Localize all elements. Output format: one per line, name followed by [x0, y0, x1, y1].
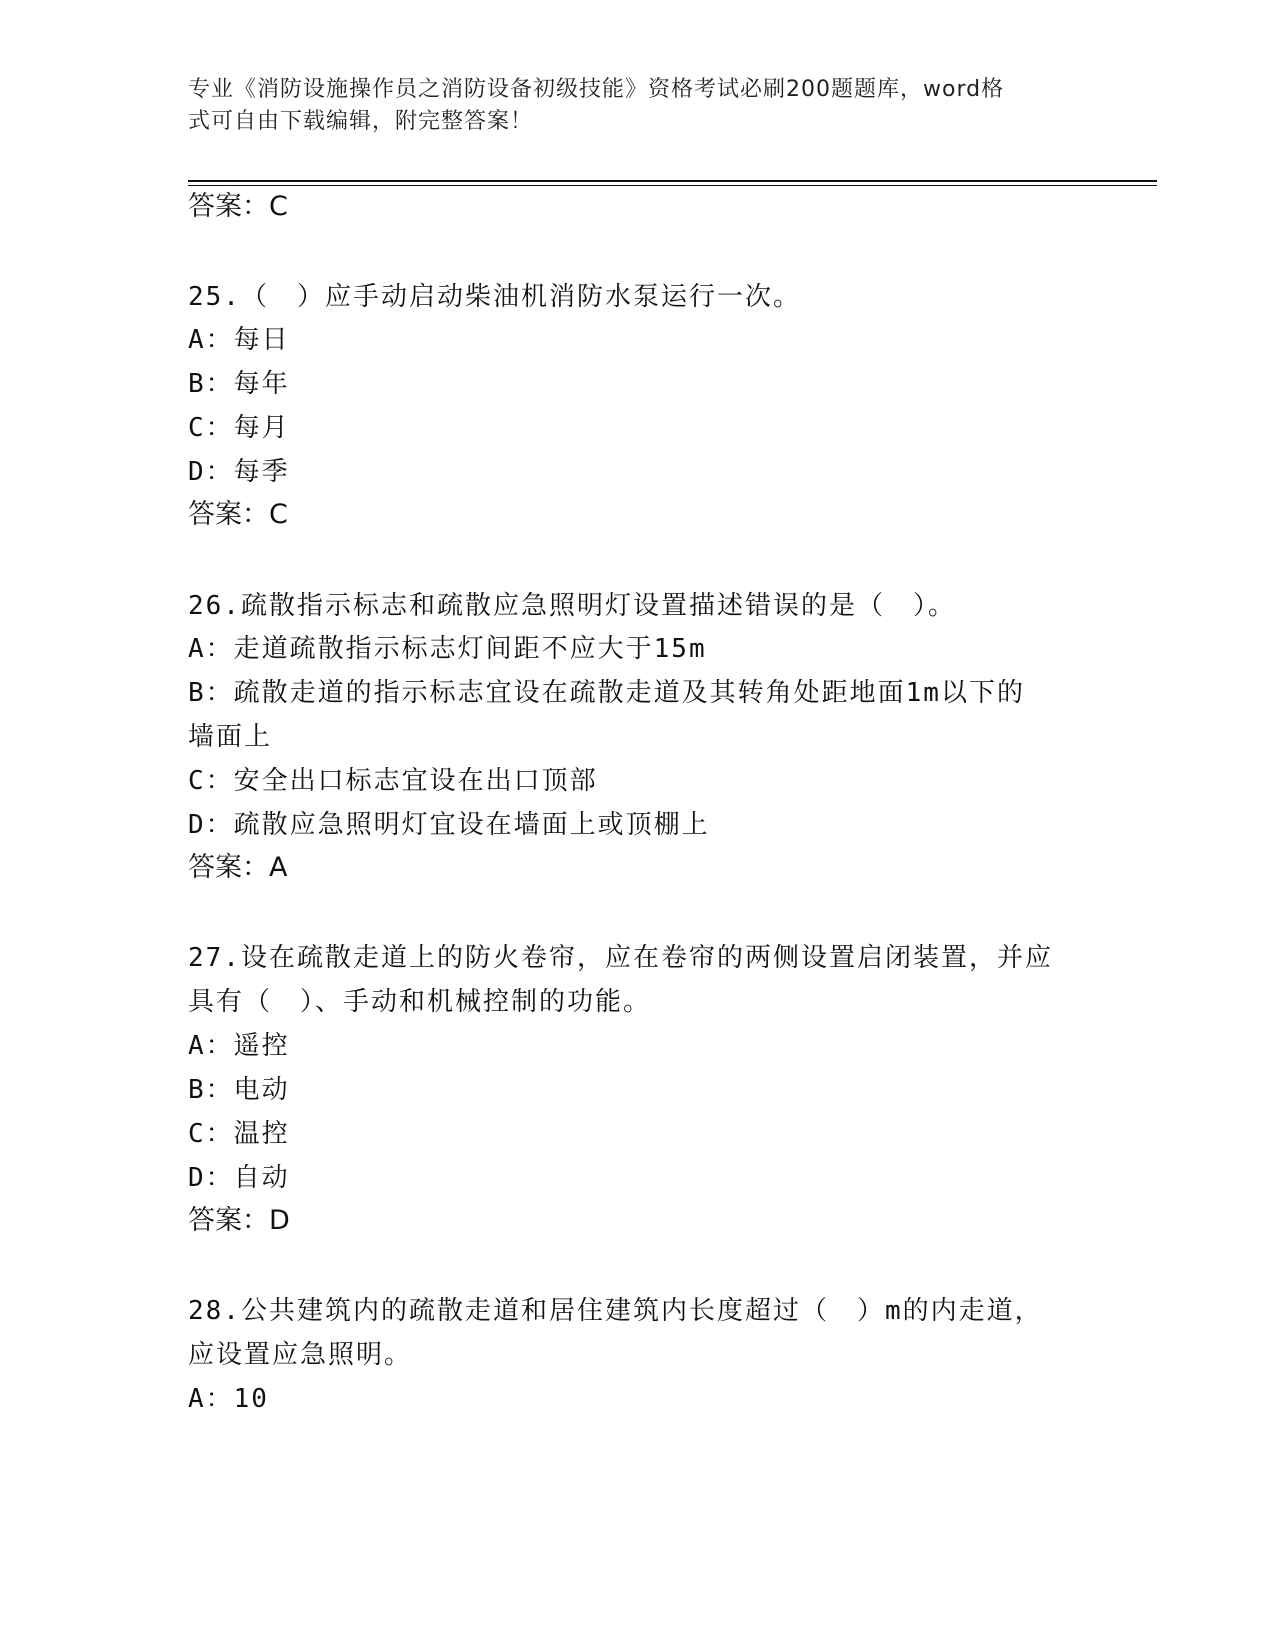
question-27-stem-line-2: 具有（ ）、手动和机械控制的功能。: [188, 987, 652, 1017]
question-28-option-a: A：10: [188, 1384, 269, 1414]
question-28-stem-line-1: 28.公共建筑内的疏散走道和居住建筑内长度超过（ ）m的内走道，: [188, 1296, 1043, 1326]
question-26-option-d: D：疏散应急照明灯宜设在墙面上或顶棚上: [188, 810, 710, 840]
question-27-option-a: A：遥控: [188, 1031, 290, 1061]
question-26-option-b-line-1: B：疏散走道的指示标志宜设在疏散走道及其转角处距地面1m以下的: [188, 678, 1025, 708]
answer-previous: 答案：C: [188, 191, 288, 222]
question-25-option-a: A：每日: [188, 325, 290, 355]
header-rule-thin: [188, 185, 1157, 186]
header-line-2: 式可自由下载编辑，附完整答案！: [188, 109, 534, 134]
question-25-option-b: B：每年: [188, 369, 290, 399]
answer-26: 答案：A: [188, 852, 288, 883]
question-28-stem-line-2: 应设置应急照明。: [188, 1340, 413, 1370]
question-26-option-b-line-2: 墙面上: [188, 722, 273, 752]
header-rule-thick: [188, 180, 1157, 182]
question-27-stem-line-1: 27.设在疏散走道上的防火卷帘，应在卷帘的两侧设置启闭装置，并应: [188, 943, 1053, 973]
question-26-option-a: A：走道疏散指示标志灯间距不应大于15m: [188, 634, 707, 664]
question-26-option-c: C：安全出口标志宜设在出口顶部: [188, 766, 598, 796]
question-27-option-d: D：自动: [188, 1163, 290, 1193]
answer-25: 答案：C: [188, 499, 288, 530]
question-27-option-b: B：电动: [188, 1075, 290, 1105]
question-27-option-c: C：温控: [188, 1119, 290, 1149]
header-line-1: 专业《消防设施操作员之消防设备初级技能》资格考试必刷200题题库，word格: [188, 77, 1005, 102]
question-25-option-c: C：每月: [188, 413, 290, 443]
question-26-stem: 26.疏散指示标志和疏散应急照明灯设置描述错误的是（ ）。: [188, 591, 956, 621]
document-header: [188, 74, 1068, 138]
question-25-option-d: D：每季: [188, 457, 290, 487]
question-25-stem: 25.（ ）应手动启动柴油机消防水泵运行一次。: [188, 282, 801, 312]
answer-27: 答案：D: [188, 1205, 290, 1236]
